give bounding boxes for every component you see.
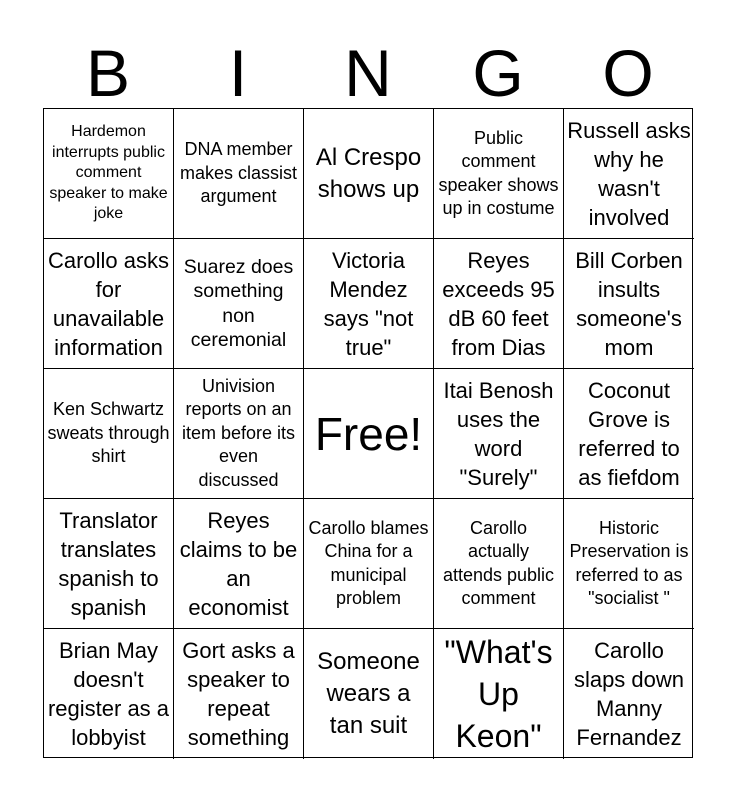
bingo-cell[interactable] — [44, 369, 174, 499]
cell-text: Someone wears a tan suit — [317, 648, 420, 739]
header-letter-i: I — [228, 36, 248, 110]
cell-text: Itai Benosh uses the word "Surely" — [443, 377, 554, 490]
header-letter-g: G — [472, 36, 524, 110]
cell-text: Reyes exceeds 95 dB 60 feet from Dias — [442, 247, 555, 360]
bingo-cell[interactable] — [434, 629, 564, 759]
cell-text: Univision reports on an item before its even discussed — [181, 375, 296, 490]
bingo-cell[interactable] — [44, 239, 174, 369]
cell-text: Public comment speaker shows up in costume — [438, 127, 559, 218]
cell-text: Victoria Mendez says "not true" — [323, 247, 414, 360]
cell-text: Historic Preservation is referred to as "socialist " — [569, 517, 689, 608]
bingo-header — [43, 38, 693, 108]
bingo-cell[interactable] — [174, 369, 304, 499]
bingo-cell[interactable] — [174, 499, 304, 629]
bingo-cell[interactable] — [44, 629, 174, 759]
cell-text: Translator translates spanish to spanish — [58, 507, 159, 620]
cell-text: Carollo asks for unavailable information — [47, 247, 170, 360]
cell-text: Carollo slaps down Manny Fernandez — [573, 638, 685, 750]
cell-text: Ken Schwartz sweats through shirt — [47, 399, 170, 467]
header-letter-n: N — [344, 36, 392, 110]
cell-text: Russell asks why he wasn't involved — [567, 117, 691, 230]
cell-text: Reyes claims to be an economist — [179, 507, 298, 620]
bingo-cell[interactable] — [564, 109, 694, 239]
bingo-cell[interactable] — [44, 499, 174, 629]
cell-text: Al Crespo shows up — [315, 143, 422, 203]
bingo-cell[interactable] — [174, 239, 304, 369]
bingo-cell[interactable] — [44, 109, 174, 239]
header-letter-b: B — [85, 36, 131, 110]
bingo-cell[interactable] — [174, 629, 304, 759]
bingo-cell[interactable] — [174, 109, 304, 239]
cell-text: Hardemon interrupts public comment speaker to make joke — [49, 123, 168, 223]
bingo-cell[interactable] — [304, 499, 434, 629]
bingo-cell[interactable] — [564, 629, 694, 759]
cell-text: DNA member makes classist argument — [179, 139, 298, 207]
cell-text: Bill Corben insults someone's mom — [575, 247, 683, 360]
header-letter-o: O — [602, 36, 654, 110]
cell-text: Suarez does something non ceremonial — [183, 255, 294, 351]
cell-text: Carollo blames China for a municipal problem — [308, 517, 429, 608]
bingo-cell[interactable] — [434, 499, 564, 629]
cell-text: Brian May doesn't register as a lobbyist — [47, 638, 170, 750]
bingo-cell[interactable] — [434, 109, 564, 239]
bingo-cell[interactable] — [304, 239, 434, 369]
bingo-cell[interactable] — [434, 239, 564, 369]
bingo-cell[interactable] — [304, 109, 434, 239]
bingo-cell[interactable] — [564, 239, 694, 369]
bingo-cell[interactable] — [434, 369, 564, 499]
cell-text: "What's Up Keon" — [444, 634, 553, 754]
bingo-cell[interactable] — [564, 499, 694, 629]
free-space-cell[interactable] — [304, 369, 434, 499]
bingo-board — [43, 108, 693, 758]
cell-text: Gort asks a speaker to repeat something — [182, 638, 295, 750]
free-space-label: Free! — [314, 407, 423, 460]
cell-text: Coconut Grove is referred to as fiefdom — [578, 377, 680, 490]
bingo-cell[interactable] — [564, 369, 694, 499]
bingo-cell[interactable] — [304, 629, 434, 759]
cell-text: Carollo actually attends public comment — [442, 517, 555, 608]
